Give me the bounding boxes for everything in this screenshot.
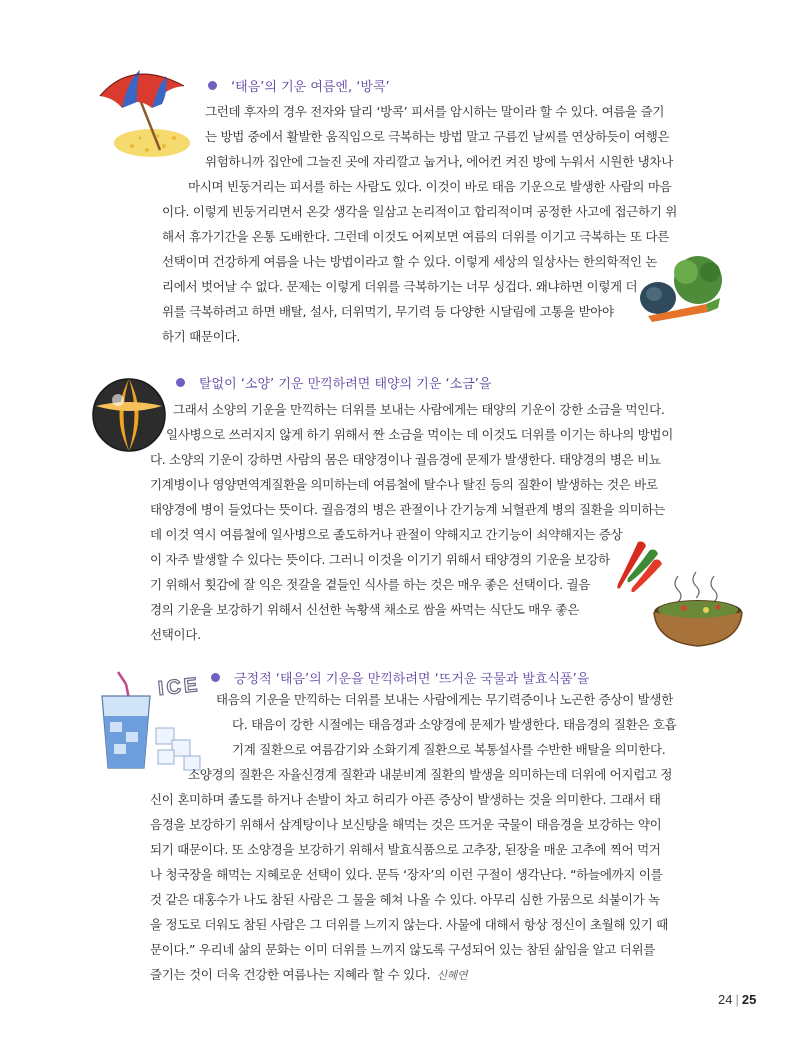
paragraph-line: 그런데 후자의 경우 전자와 달리 ‘방콕’ 피서를 암시하는 말이라 할 수 있다. 여름을 즐기 (205, 104, 665, 119)
paragraph-line: 마시며 빈둥거리는 피서를 하는 사람도 있다. 이것이 바로 태음 기운으로 발생한 사람의 마음 (188, 179, 672, 194)
section-heading-taeeum-positive (211, 668, 589, 687)
paragraph-line: 음경을 보강하기 위해서 삼계탕이나 보신탕을 해먹는 것은 뜨거운 국물이 태음경을 보강하는 약이 (150, 817, 662, 832)
paragraph-text: 즐기는 것이 더욱 건강한 여름나는 지혜라 할 수 있다. (150, 967, 431, 982)
paragraph-line: 하기 때문이다. (162, 329, 240, 344)
paragraph-line: 나 청국장을 해먹는 지혜로운 선택이 있다. 문득 ‘장자’의 이런 구절이 생각난다. “하늘에까지 이를 (150, 867, 663, 882)
paragraph-line: 것 같은 대홍수가 나도 참된 사람은 그 물을 헤쳐 나올 수 있다. 아무리 심한 가뭄으로 쇠붙이가 녹 (150, 892, 660, 907)
paragraph-line: 기 위해서 횟감에 잘 익은 젓갈을 곁들인 식사를 하는 것은 매우 좋은 선택이다. 궐음 (150, 577, 591, 592)
paragraph-line: 는 방법 중에서 활발한 움직임으로 극복하는 방법 말고 구름낀 날씨를 연상하듯이 여행은 (205, 129, 670, 144)
heading-text: ‘태음’의 기운 여름엔, ‘방콕’ (231, 80, 390, 95)
beach-ball-illustration (90, 376, 168, 454)
paragraph-line: 태양경에 병이 들었다는 뜻이다. 궐음경의 병은 관절이나 간기능계 뇌혈관계 병의 질환을 의미하는 (150, 502, 666, 517)
paragraph-line: 해서 휴가기간을 온통 도배한다. 그런데 이것도 어찌보면 여름의 더위를 이기고 극복하는 또 다른 (162, 229, 669, 244)
paragraph-line: 그래서 소양의 기운을 만끽하는 더위를 보내는 사람에게는 태양의 기운이 강한 소금을 먹인다. (173, 402, 665, 417)
heading-text: 긍정적 ‘태음’의 기운을 만끽하려면 ‘뜨거운 국물과 발효식품’을 (234, 672, 590, 687)
paragraph-line: 선택이다. (150, 627, 201, 642)
paragraph-line: 이 자주 발생할 수 있다는 뜻이다. 그러니 이것을 이기기 위해서 태양경의 기운을 보강하 (150, 552, 610, 567)
bullet-icon (211, 673, 220, 682)
paragraph-line: 이다. 이렇게 빈둥거리면서 온갖 생각을 일삼고 논리적이고 합리적이며 공정한 사고에 접근하기 위 (162, 204, 678, 219)
paragraph-line: 다. 태음이 강한 시절에는 태음경과 소양경에 문제가 발생한다. 태음경의 질환은 호흡 (232, 717, 677, 732)
paragraph-line: 경의 기운을 보강하기 위해서 신선한 녹황색 채소로 쌈을 싸먹는 식단도 매우 좋은 (150, 602, 579, 617)
paragraph-line: 소양경의 질환은 자율신경계 질환과 내분비계 질환의 발생을 의미하는데 더위에 어지럽고 정 (188, 767, 673, 782)
paragraph-line: 기계병이나 영양면역계질환을 의미하는데 여름철에 탈수나 탈진 등의 질환이 발생하는 것은 바로 (150, 477, 658, 492)
heading-text: 탈없이 ‘소양’ 기운 만끽하려면 태양의 기운 ‘소금’을 (199, 377, 492, 392)
right-page-number: 25 (741, 992, 757, 1007)
paragraph-line-last (150, 967, 467, 984)
paragraph-line: 기계 질환으로 여름감기와 소화기계 질환으로 복통설사를 수반한 배탈을 의미한다. (232, 742, 666, 757)
section-heading-taeeum (208, 76, 390, 95)
bullet-icon (176, 378, 185, 387)
page-separator: | (735, 992, 739, 1007)
paragraph-line: 일사병으로 쓰러지지 않게 하기 위해서 짠 소금을 먹이는 데 이것도 더위를 이기는 하나의 방법이 (166, 427, 673, 442)
page-numbers (718, 992, 756, 1007)
paragraph-line: 선택이며 건강하게 여름을 나는 방법이라고 할 수 있다. 이렇게 세상의 일상사는 한의학적인 논 (162, 254, 658, 269)
paragraph-line: 위험하니까 집안에 그늘진 곳에 자리깔고 눕거나, 에어컨 켜진 방에 누워서 시원한 냉차나 (205, 154, 673, 169)
paragraph-line: 되기 때문이다. 또 소양경을 보강하기 위해서 발효식품으로 고추장, 된장을 매운 고추에 찍어 먹거 (150, 842, 661, 857)
bullet-icon (208, 81, 217, 90)
iced-drink-illustration (96, 668, 214, 778)
author-signature: 신혜연 (436, 969, 468, 982)
paragraph-line: 태음의 기운을 만끽하는 더위를 보내는 사람에게는 무기력증이나 노곤한 증상이 발생한 (216, 692, 673, 707)
paragraph-line: 데 이것 역시 여름철에 일사병으로 졸도하거나 관절이 약해지고 간기능이 쇠약해지는 증상 (150, 527, 623, 542)
paragraph-line: 다. 소양의 기운이 강하면 사람의 몸은 태양경이나 궐음경에 문제가 발생한다. 태양경의 병은 비뇨 (150, 452, 661, 467)
paragraph-line: 리에서 벗어날 수 없다. 문제는 이렇게 더위를 극복하기는 너무 싱겁다. 왜냐하면 이렇게 더 (162, 279, 638, 294)
beach-umbrella-illustration (92, 58, 192, 168)
paragraph-line: 을 정도로 더워도 참된 사람은 그 더위를 느끼지 않는다. 사물에 대해서 항상 정신이 초월해 있기 때 (150, 917, 669, 932)
ice-label: ICE (156, 673, 202, 701)
paragraph-line: 신이 혼미하며 졸도를 하거나 손발이 차고 허리가 아픈 증상이 발생하는 것을 의미한다. 그래서 태 (150, 792, 661, 807)
paragraph-line: 문이다.” 우리네 삶의 문화는 이미 더위를 느끼지 않도록 구성되어 있는 참된 삶임을 알고 더위를 (150, 942, 656, 957)
stew-pot-illustration (648, 570, 748, 650)
section-heading-soyang (176, 373, 491, 392)
vegetables-illustration (628, 250, 738, 330)
left-page-number: 24 (718, 992, 733, 1007)
paragraph-line: 위를 극복하려고 하면 배탈, 설사, 더위먹기, 무기력 등 다양한 시달림에 고통을 받아야 (162, 304, 614, 319)
